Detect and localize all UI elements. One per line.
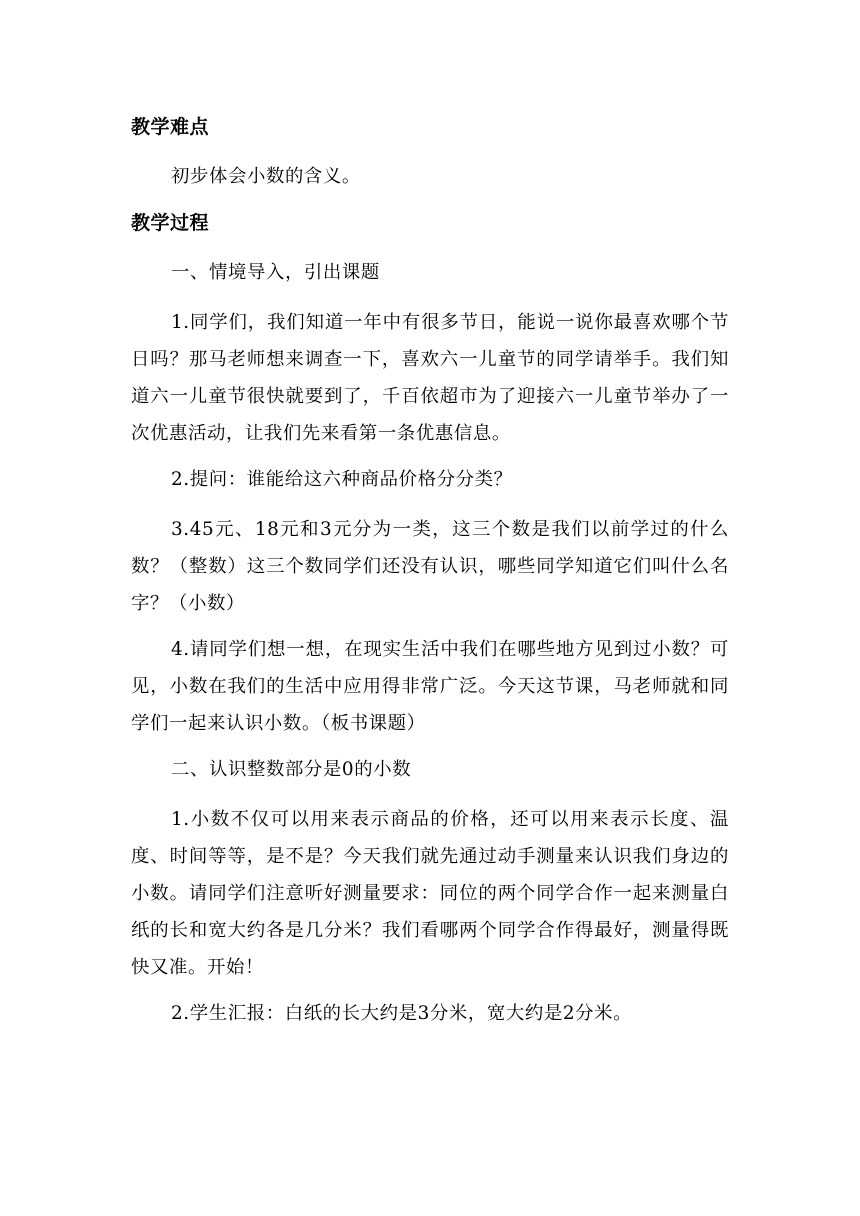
document-content (131, 112, 729, 1045)
difficulty-text: 初步体会小数的含义。 (171, 166, 361, 187)
section-heading-process: 教学过程 (131, 212, 210, 234)
section-heading-difficulty: 教学难点 (131, 116, 210, 138)
paragraph-intro-2: 2.提问：谁能给这六种商品价格分分类？ (171, 469, 513, 490)
subheading-decimals: 二、认识整数部分是0的小数 (171, 759, 412, 780)
paragraph-intro-1: 1.同学们，我们知道一年中有很多节日，能说一说你最喜欢哪个节日吗？那马老师想来调查一下，喜欢六一儿童节的同学请举手。我们知道六一儿童节很快就要到了，千百依超市为了迎接六一儿童节举办了一次优惠活动，让我们先来看第一条优惠信息。 (131, 312, 729, 444)
paragraph-intro-3: 3.45元、18元和3元分为一类，这三个数是我们以前学过的什么数？（整数）这三个数同学们还没有认识，哪些同学知道它们叫什么名字？（小数） (131, 519, 729, 614)
paragraph-decimals-2: 2.学生汇报：白纸的长大约是3分米，宽大约是2分米。 (171, 1003, 633, 1024)
subheading-intro: 一、情境导入，引出课题 (171, 262, 380, 283)
paragraph-decimals-1: 1.小数不仅可以用来表示商品的价格，还可以用来表示长度、温度、时间等等，是不是？今天我们就先通过动手测量来认识我们身边的小数。请同学们注意听好测量要求：同位的两个同学合作一起来测量白纸的长和宽大约各是几分米？我们看哪两个同学合作得最好，测量得既快又准。开始！ (131, 809, 729, 978)
paragraph-intro-4: 4.请同学们想一想，在现实生活中我们在哪些地方见到过小数？可见，小数在我们的生活中应用得非常广泛。今天这节课，马老师就和同学们一起来认识小数。（板书课题） (131, 639, 729, 734)
